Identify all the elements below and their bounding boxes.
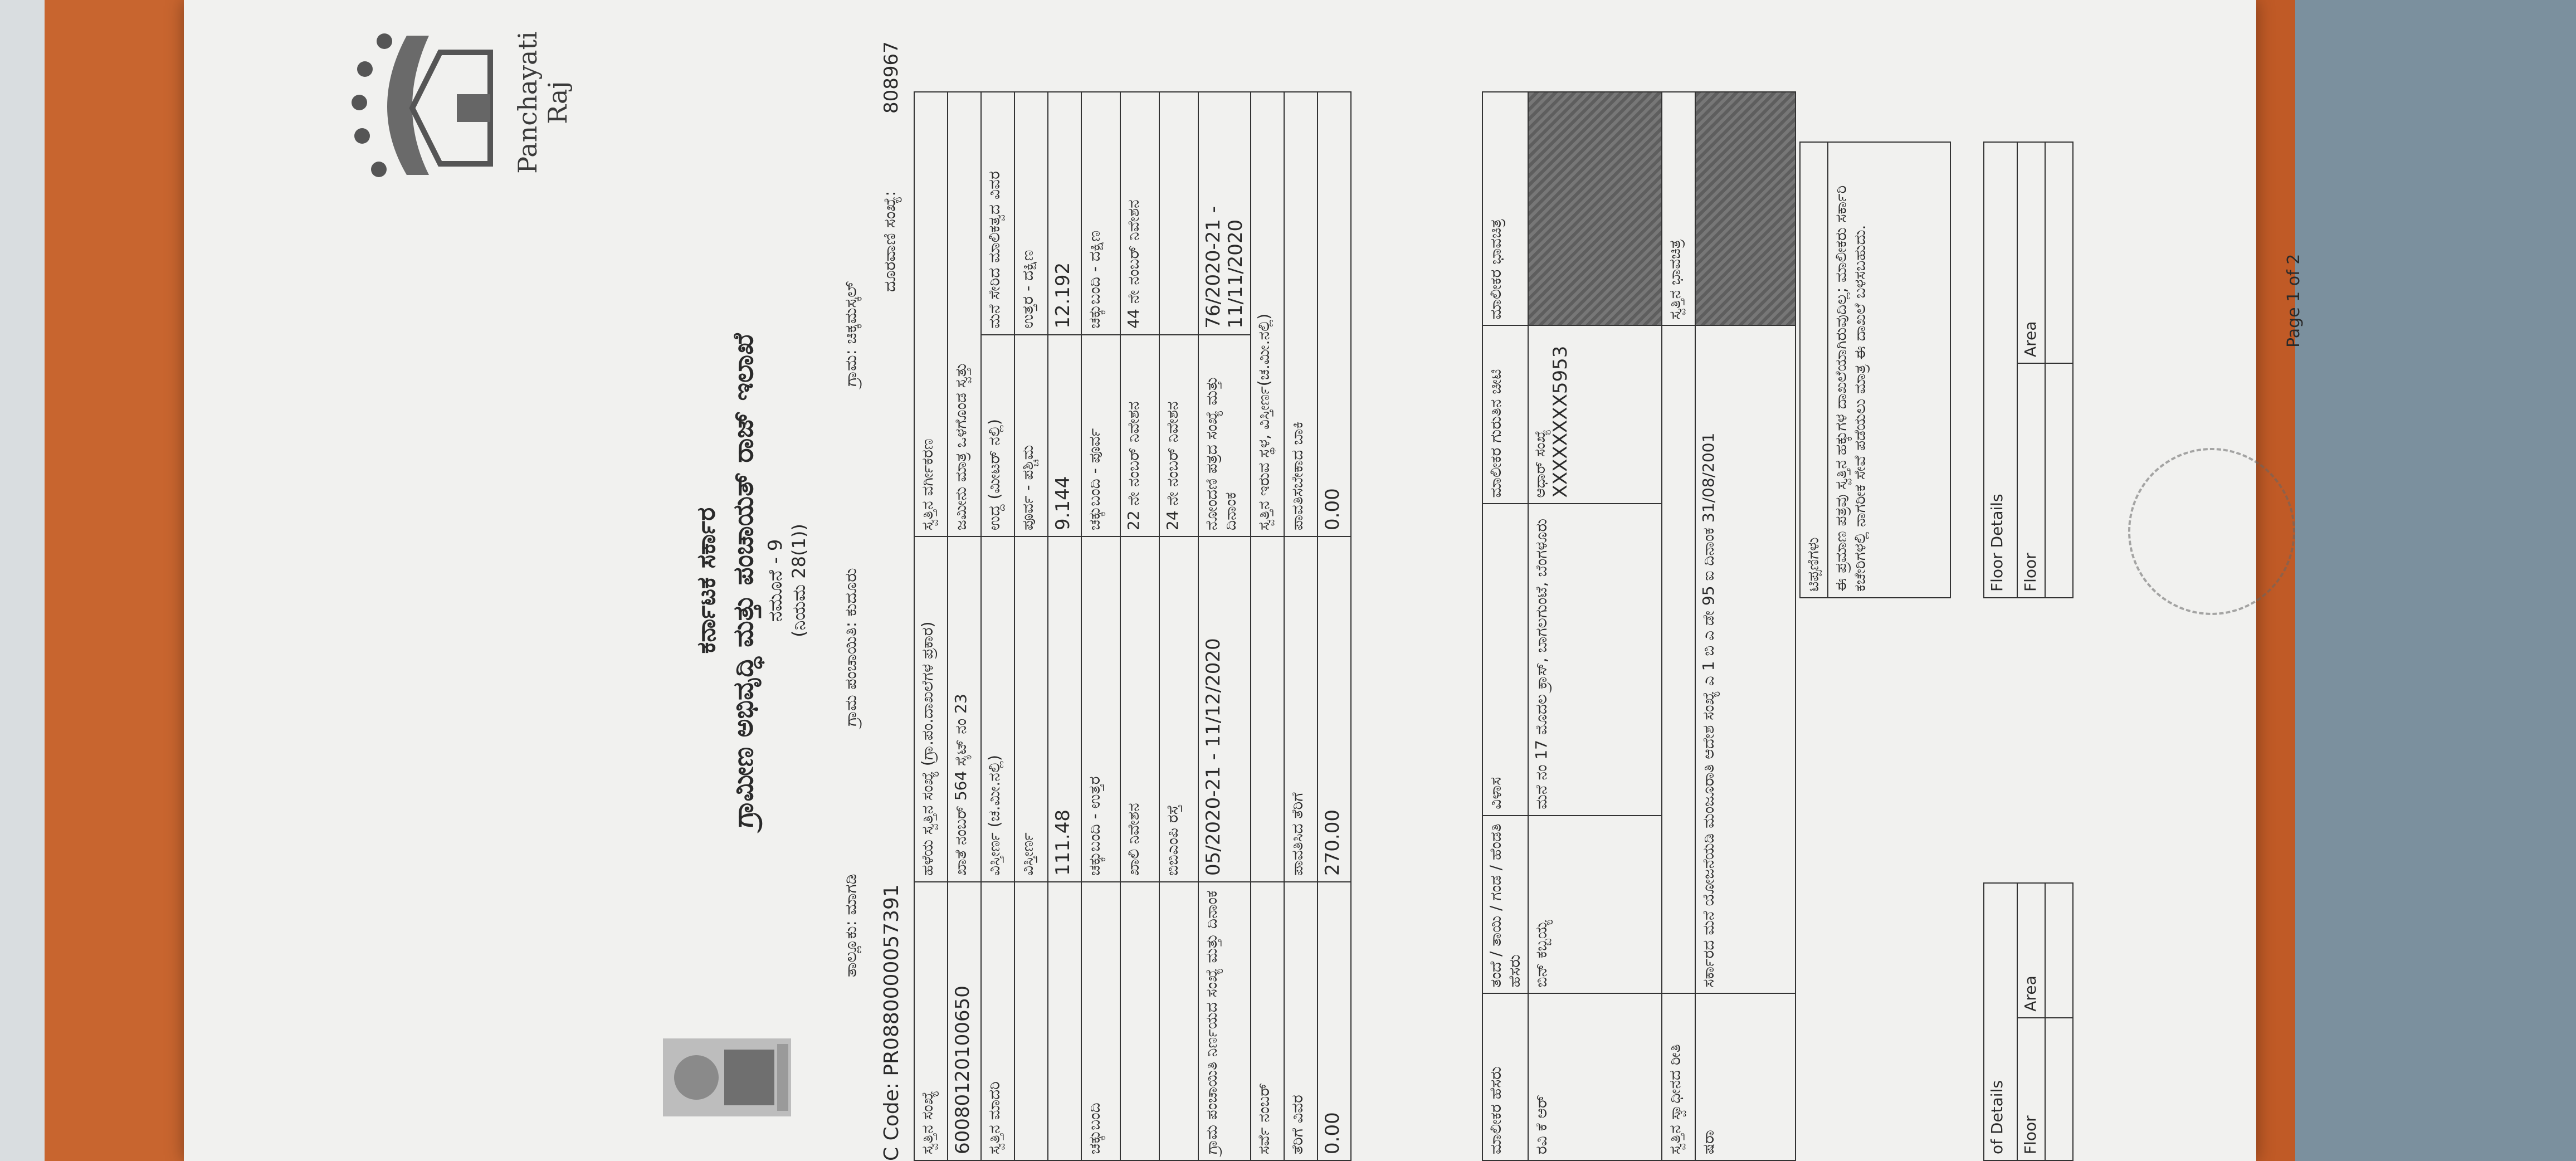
floor-col-right: Floor	[2017, 363, 2045, 598]
label-registration: ನೋಂದಣಿ ಪತ್ರದ ಸಂಖ್ಯೆ ಮತ್ತು ದಿನಾಂಕ	[1198, 335, 1251, 536]
property-photo	[1695, 92, 1796, 326]
label-address: ವಿಳಾಸ	[1482, 504, 1528, 815]
registration-value: 76/2020-21 - 11/11/2020	[1198, 92, 1251, 335]
gram-panchayat: ಗ್ರಾಮ ಪಂಚಾಯಿತಿ: ಕುದೂರು	[841, 568, 861, 726]
label-tax: ತೆರಿಗೆ ವಿವರ	[1284, 882, 1318, 1160]
page-number: Page 1 of 2	[2284, 253, 2304, 348]
east-value: 22 ನೇ ನಂಬರ್ ನಿವೇಶನ	[1120, 335, 1159, 536]
department-heading: ಗ್ರಾಮೀಣ ಅಭಿವೃದ್ಧಿ ಮತ್ತು ಪಂಚಾಯತ್ ರಾಜ್ ಇಲಾಖೆ	[727, 333, 759, 828]
old-property-value: ಖಾತೆ ನಂಬರ್ 564 ಸೈಟ್ ನಂ 23	[948, 536, 981, 882]
label-east-west: ಪೂರ್ವ - ಪಶ್ಚಿಮ	[1014, 335, 1048, 536]
village: ಗ್ರಾಮ: ಚಿಕ್ಕಮಸ್ಕಲ್	[841, 281, 861, 387]
form-9-document	[201, 0, 2304, 1161]
father-name-value: ಬಿನ್ ಕಬ್ಬಯ್ಯ	[1528, 816, 1662, 994]
owner-photo	[1528, 92, 1662, 326]
label-east: ಚಕ್ಕುಬಂದಿ - ಪೂರ್ವ	[1081, 335, 1120, 536]
property-id-value: 60080120100650	[948, 882, 981, 1160]
east-west-value: 9.144	[1048, 335, 1081, 536]
label-area: ವಿಸ್ತೀರ್ಣ	[1014, 536, 1048, 882]
paid-tax-value: 270.00	[1318, 536, 1351, 882]
phone-label: ದೂರವಾಣಿ ಸಂಖ್ಯೆ:	[880, 191, 900, 292]
government-heading: ಕರ್ನಾಟಕ ಸರ್ಕಾರ	[691, 507, 721, 654]
floor-details-left	[1983, 882, 2074, 1161]
area-col-left: Area	[2017, 883, 2045, 1018]
panchayat-code: C Code: PR0880000057391	[880, 884, 903, 1161]
notes-heading: ಟಿಪ್ಪಣಿಗಳು	[1800, 142, 1828, 598]
land-type-value: ಜಮೀನು ಮಾತ್ರ ಒಳಗೊಂಡ ಸ್ವತ್ತು	[948, 92, 981, 536]
aadhaar-value: XXXXXXXX5953	[1549, 345, 1572, 498]
taluk: ತಾಲ್ಲೂಕು: ಮಾಗಡಿ	[841, 874, 861, 977]
tax-left-value: 0.00	[1318, 882, 1351, 1160]
label-boundary: ಚಕ್ಕುಬಂದಿ	[1081, 882, 1120, 1160]
label-length: ಉದ್ದ (ಮೀಟರ್ ನಲ್ಲಿ)	[981, 335, 1014, 536]
floor-details-label-right: Floor Details	[1984, 142, 2017, 598]
form-number: ನಮೂನೆ - 9	[764, 539, 787, 622]
south-plot-value: 24 ನೇ ನಂಬರ್ ನಿವೇಶನ	[1159, 335, 1198, 536]
panchayati-raj-text: Panchayati Raj	[513, 31, 573, 174]
label-owner-name: ಮಾಲೀಕರ ಹೆಸರು	[1482, 993, 1528, 1160]
label-north: ಚಕ್ಕುಬಂದಿ - ಉತ್ತರ	[1081, 536, 1120, 882]
label-location: ಸ್ವತ್ತಿನ ಇರುವ ಸ್ಥಳ, ವಿಸ್ತೀರ್ಣ(ಚ.ಮೀ.ನಲ್ಲಿ)	[1251, 92, 1284, 536]
background-cloth	[2295, 0, 2576, 1161]
official-stamp	[2128, 448, 2295, 615]
label-acquired: ಸ್ವತ್ತಿನ ಸ್ವಾಧೀನದ ರೀತಿ	[1662, 993, 1695, 1160]
label-father-name: ತಂದೆ / ತಾಯಿ / ಗಂಡ / ಹೆಂಡತಿ ಹೆಸರು	[1482, 816, 1528, 994]
label-property-photo: ಸ್ವತ್ತಿನ ಭಾವಚಿತ್ರ	[1662, 92, 1695, 326]
east-road-value: ಬಿಬಿಎಂಪಿ ರಸ್ತೆ	[1159, 536, 1198, 882]
north-value: ಖಾಲಿ ನಿವೇಶನ	[1120, 536, 1159, 882]
label-south: ಚಕ್ಕುಬಂದಿ - ದಕ್ಷಿಣ	[1081, 92, 1120, 335]
property-table	[914, 91, 1352, 1161]
notes-table	[1799, 142, 1951, 598]
south-value: 44 ನೇ ನಂಬರ್ ನಿವೇಶನ	[1120, 92, 1159, 335]
floor-details-right	[1983, 142, 2074, 598]
label-land-type: ಸ್ವತ್ತಿನ ವರ್ಗೀಕರಣ	[914, 92, 948, 536]
background-paper-strip	[0, 0, 45, 1161]
label-house-details: ಮನೆ ಸೇರಿದ ಮಾಲಿಕತ್ವದ ವಿವರ	[981, 92, 1014, 335]
label-ownership: ಮಾಲೀಕರ ಗುರುತಿನ ಚೀಟಿ	[1482, 326, 1528, 504]
label-north-south: ಉತ್ತರ - ದಕ್ಷಿಣ	[1014, 92, 1048, 335]
due-tax-value: 0.00	[1318, 92, 1351, 536]
address-value: ಮನೆ ನಂ 17 ಮೊದಲ ಕ್ರಾಸ್, ಬಾಗಲಗುಂಟೆ, ಬೆಂಗಳೂರು	[1528, 504, 1662, 815]
label-old-property: ಹಳೆಯ ಸ್ವತ್ತಿನ ಸಂಖ್ಯೆ (ಗ್ರಾ.ಪಂ.ದಾಖಲೆಗಳ ಪ್ರಕಾರ)	[914, 536, 948, 882]
label-due-tax: ಪಾವತಿಸಬೇಕಾದ ಬಾಕಿ	[1284, 92, 1318, 536]
rule-number: (ನಿಯಮ 28(1))	[788, 524, 809, 637]
label-remarks: ಷರಾ	[1695, 993, 1796, 1160]
area-col-right: Area	[2017, 142, 2045, 363]
owner-name-value: ರವಿ ಕೆ ಆರ್	[1528, 993, 1662, 1160]
resolution-value: 05/2020-21 - 11/12/2020	[1198, 536, 1251, 882]
panchayati-raj-logo	[345, 25, 513, 192]
owner-table	[1482, 91, 1796, 1161]
phone-value: 808967	[880, 41, 902, 114]
label-aadhaar: ಆಧಾರ್ ಸಂಖ್ಯೆ	[1532, 429, 1549, 498]
label-property-id: ಸ್ವತ್ತಿನ ಸಂಖ್ಯೆ	[914, 882, 948, 1160]
label-area-sqm: ವಿಸ್ತೀರ್ಣ (ಚ.ಮೀ.ನಲ್ಲಿ)	[981, 536, 1014, 882]
north-south-value: 12.192	[1048, 92, 1081, 335]
label-owner-photo: ಮಾಲೀಕರ ಭಾವಚಿತ್ರ	[1482, 92, 1528, 326]
area-value: 111.48	[1048, 536, 1081, 882]
floor-col-left: Floor	[2017, 1018, 2045, 1160]
acquired-value: ಸರ್ಕಾರದ ಮನೆ ಯೋಜನೆಯಡಿ ಮಂಜೂರಾತಿ ಆದೇಶ ಸಂಖ್ಯೆ ಎ 1 ಬಿ ಎ ಡೇ 95 ಐ ದಿನಾಂಕ 31/08/2001	[1695, 326, 1796, 994]
floor-details-label-left: of Details	[1984, 883, 2017, 1160]
label-survey: ಸರ್ವೆ ನಂಬರ್	[1251, 882, 1284, 1160]
label-paid-tax: ಪಾವತಿಸಿದ ತೆರಿಗೆ	[1284, 536, 1318, 882]
label-type: ಸ್ವತ್ತಿನ ಮಾದರಿ	[981, 882, 1014, 1160]
notes-text: ಈ ಪ್ರಮಾಣ ಪತ್ರವು ಸ್ವತ್ತಿನ ಹಕ್ಕುಗಳ ದಾಖಲೆಯಾಗಿರುವುದಿಲ್ಲ; ಮಾಲೀಕರು ಸರ್ಕಾರಿ ಕಚೇರಿಗಳಲ್ಲಿ ನಾಗರೀಕ ಸೇವೆ ಪಡೆಯಲು ಮಾತ್ರ ಈ ದಾಖಲೆ ಬಳಸಬಹುದು.	[1828, 142, 1950, 598]
label-resolution: ಗ್ರಾಮ ಪಂಚಾಯಿತಿ ನಿರ್ಣಯದ ಸಂಖ್ಯೆ ಮತ್ತು ದಿನಾಂಕ	[1198, 882, 1251, 1160]
